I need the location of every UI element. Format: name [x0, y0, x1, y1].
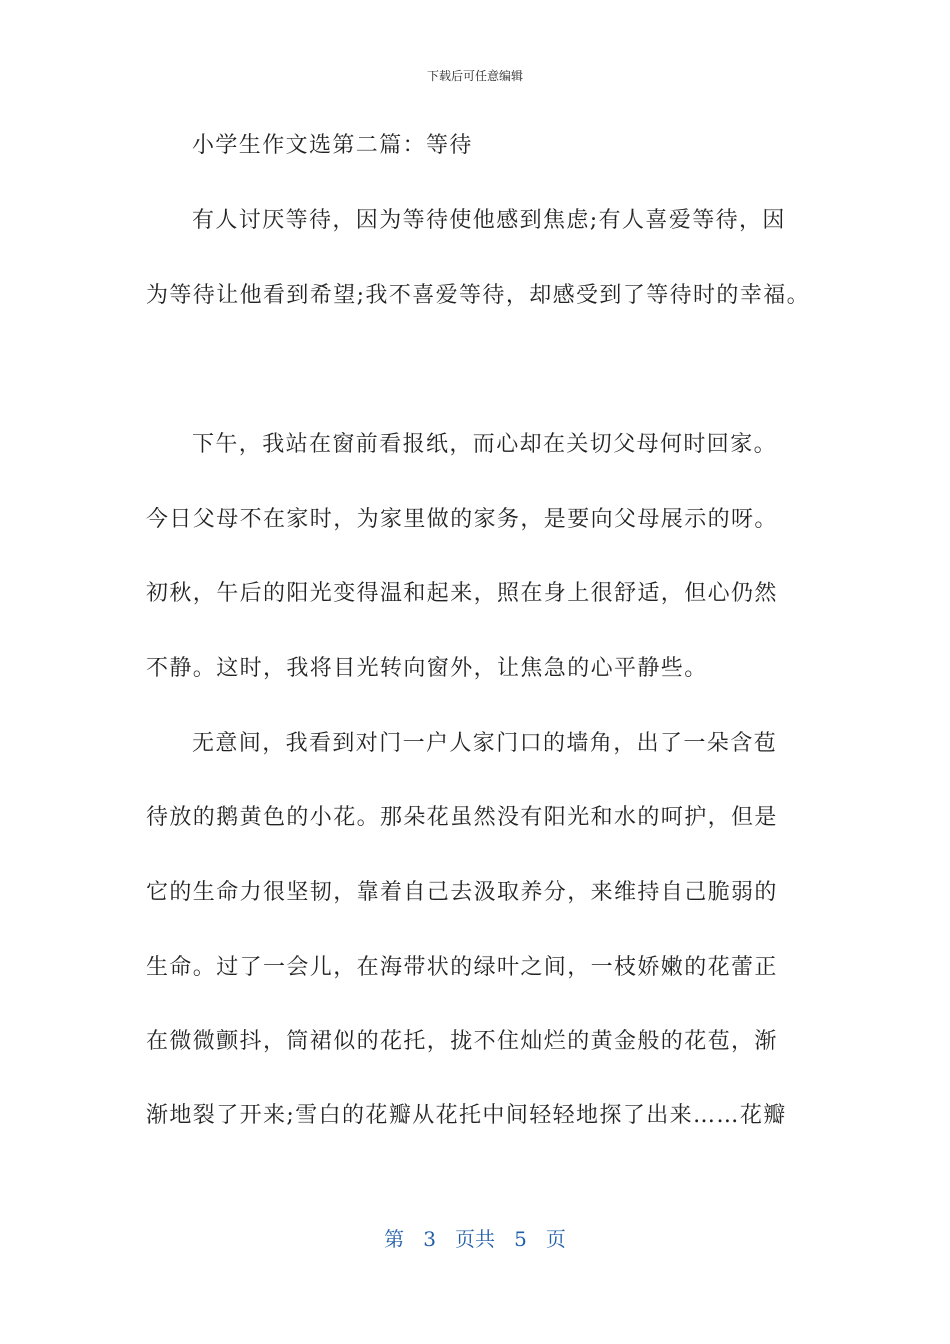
paragraph-line: 待放的鹅黄色的小花。那朵花虽然没有阳光和水的呵护，但是: [146, 805, 778, 830]
footer-suffix: 页: [545, 1227, 566, 1251]
paragraph-line: 它的生命力很坚韧，靠着自己去汲取养分，来维持自己脆弱的: [146, 880, 778, 905]
paragraph-line: 在微微颤抖，筒裙似的花托，拢不住灿烂的黄金般的花苞，渐: [146, 1029, 778, 1054]
total-pages-number: 5: [514, 1227, 527, 1251]
page-header: 下载后可任意编辑: [426, 69, 523, 83]
paragraph-line: 为等待让他看到希望;我不喜爱等待，却感受到了等待时的幸福。: [146, 283, 811, 308]
footer-prefix: 第: [384, 1227, 405, 1251]
page-footer: [0, 1226, 950, 1252]
paragraph-line: 初秋，午后的阳光变得温和起来，照在身上很舒适，但心仍然: [146, 581, 778, 606]
footer-middle: 页共: [455, 1227, 495, 1251]
current-page-number: 3: [423, 1227, 436, 1251]
paragraph-line: 生命。过了一会儿，在海带状的绿叶之间，一枝娇嫩的花蕾正: [146, 955, 778, 980]
paragraph-line: 渐地裂了开来;雪白的花瓣从花托中间轻轻地探了出来……花瓣: [146, 1103, 787, 1128]
paragraph-line: 无意间，我看到对门一户人家门口的墙角，出了一朵含苞: [192, 731, 778, 756]
essay-title: 小学生作文选第二篇：等待: [192, 133, 473, 158]
paragraph-line: 有人讨厌等待，因为等待使他感到焦虑;有人喜爱等待，因: [192, 208, 786, 233]
paragraph-line: 下午，我站在窗前看报纸，而心却在关切父母何时回家。: [192, 432, 778, 457]
paragraph-line: 不静。这时，我将目光转向窗外，让焦急的心平静些。: [146, 656, 708, 681]
paragraph-line: 今日父母不在家时，为家里做的家务，是要向父母展示的呀。: [146, 507, 778, 532]
